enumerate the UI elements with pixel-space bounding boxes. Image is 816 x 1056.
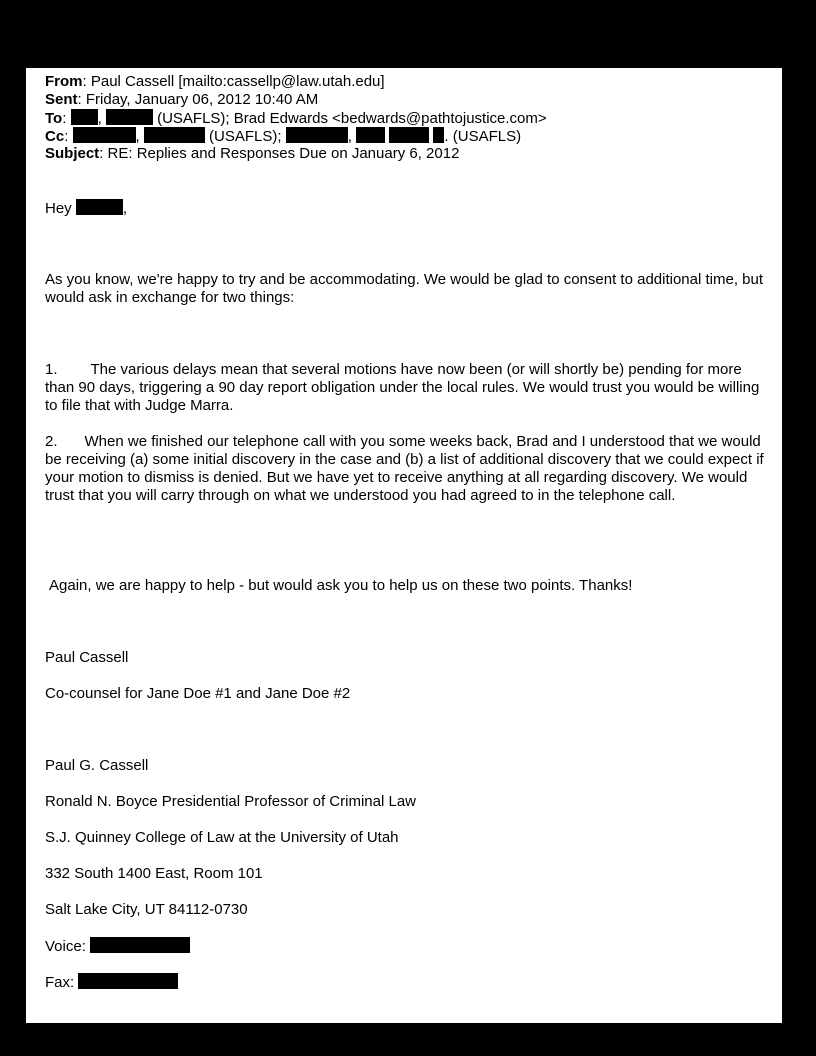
cc-mid: (USAFLS); — [209, 128, 282, 145]
signature-address-line-1: 332 South 1400 East, Room 101 — [45, 865, 263, 882]
redaction-box — [286, 127, 348, 143]
cc-rest: . (USAFLS) — [444, 128, 522, 145]
voice-label: Voice: — [45, 938, 86, 955]
signature-name: Paul G. Cassell — [45, 757, 149, 774]
fax-label: Fax: — [45, 974, 75, 991]
subject-line: Subject: RE: Replies and Responses Due on January 6, 2012 — [45, 145, 460, 162]
sent-label: Sent — [45, 91, 78, 108]
redaction-box — [78, 973, 178, 989]
greeting-end: , — [122, 200, 128, 217]
email-page — [26, 68, 782, 1023]
subject-value: RE: Replies and Responses Due on January 6, 2012 — [107, 145, 460, 162]
redaction-box — [389, 127, 429, 143]
intro-paragraph: As you know, we're happy to try and be accommodating. We would be glad to consent to additional time, but would ask in exchange for two things: — [45, 271, 764, 306]
redaction-box — [356, 127, 385, 143]
voice-line — [45, 937, 190, 956]
greeting-text: Hey — [45, 200, 72, 217]
cc-label: Cc — [45, 128, 65, 145]
redaction-box — [106, 109, 153, 125]
from-value: Paul Cassell [mailto:cassellp@law.utah.edu] — [90, 73, 385, 90]
redaction-box — [433, 127, 444, 143]
redaction-box — [144, 127, 205, 143]
redaction-box — [71, 109, 98, 125]
to-separator: , — [97, 110, 102, 127]
item-1-text: The various delays mean that several motions have now been (or will shortly be) pending for more than 90 days, triggering a 90 day report obligation under the local rules. We would trust you would be willing to file that with Judge Marra. — [45, 361, 760, 414]
sign-name: Paul Cassell — [45, 649, 129, 666]
to-rest: (USAFLS); Brad Edwards <bedwards@pathtojustice.com> — [157, 110, 547, 127]
item-1 — [45, 361, 775, 415]
redaction-box — [76, 199, 123, 215]
redaction-box — [73, 127, 136, 143]
greeting — [45, 199, 127, 218]
from-line: From: Paul Cassell [mailto:cassellp@law.utah.edu] — [45, 73, 385, 90]
item-1-number: 1. — [45, 361, 58, 378]
from-label: From — [45, 73, 83, 90]
item-2-number: 2. — [45, 433, 58, 450]
fax-line — [45, 973, 178, 992]
cc-line: Cc: , (USAFLS); , . (USAFLS) — [45, 128, 522, 145]
subject-label: Subject — [45, 145, 100, 162]
sent-line: Sent: Friday, January 06, 2012 10:40 AM — [45, 91, 319, 108]
item-2 — [45, 433, 775, 505]
cc-separator: , — [347, 128, 352, 145]
item-2-text: When we finished our telephone call with you some weeks back, Brad and I understood that we would be receiving (a) some initial discovery in the case and (b) a list of additional discovery that we could expect if your motion to dismiss is denied. But we have yet to receive anything at all regarding discovery. We would trust that you will carry through on what we understood you had agreed to in the telephone call. — [45, 433, 764, 504]
sign-role: Co-counsel for Jane Doe #1 and Jane Doe #2 — [45, 685, 351, 702]
to-label: To — [45, 110, 63, 127]
to-line: To: , (USAFLS); Brad Edwards <bedwards@pathtojustice.com> — [45, 110, 547, 127]
closing-line: Again, we are happy to help - but would ask you to help us on these two points. Thanks! — [49, 577, 633, 594]
cc-separator: , — [135, 128, 140, 145]
signature-title: Ronald N. Boyce Presidential Professor of Criminal Law — [45, 793, 416, 810]
redaction-box — [90, 937, 190, 953]
signature-school: S.J. Quinney College of Law at the University of Utah — [45, 829, 399, 846]
signature-address-line-2: Salt Lake City, UT 84112-0730 — [45, 901, 248, 918]
sent-value: Friday, January 06, 2012 10:40 AM — [85, 91, 319, 108]
